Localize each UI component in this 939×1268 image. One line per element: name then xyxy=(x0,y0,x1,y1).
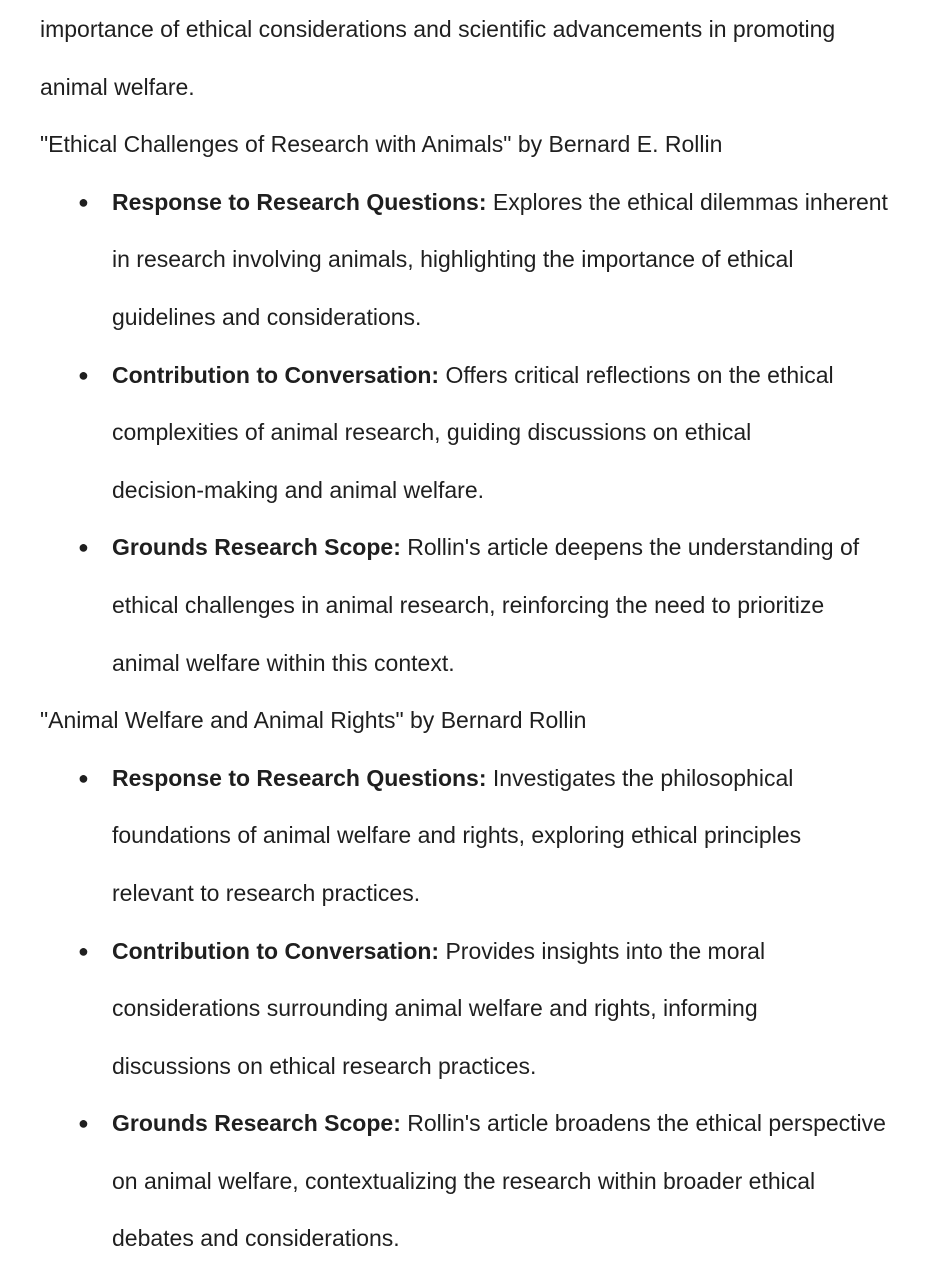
text-line: debates and considerations. xyxy=(112,1225,400,1252)
text-line: importance of ethical considerations and scientific advancements in promoting xyxy=(40,16,836,42)
bullet-icon: ● xyxy=(78,191,89,212)
text-line: animal welfare within this context. xyxy=(112,649,455,676)
bullet-icon: ● xyxy=(78,364,89,385)
bullet-first-line: Rollin's article deepens the understanding of xyxy=(400,534,860,561)
bullet-label: Grounds Research Scope: xyxy=(112,534,401,561)
text-line: in research involving animals, highlighting the importance of ethical xyxy=(112,246,794,273)
bullet-text xyxy=(112,174,920,347)
bullet-label: Response to Research Questions: xyxy=(112,188,487,215)
reference-title: "Ethical Challenges of Research with Animals" by Bernard E. Rollin xyxy=(40,131,723,158)
text-line: animal welfare. xyxy=(40,73,195,100)
text-line: foundations of animal welfare and rights, exploring ethical principles xyxy=(112,822,802,849)
text-line: considerations surrounding animal welfare and rights, informing xyxy=(112,995,758,1022)
bullet-icon: ● xyxy=(78,537,89,558)
bullet-first-line: Rollin's article broadens the ethical perspective xyxy=(400,1110,886,1137)
text-line xyxy=(112,519,920,577)
document-body xyxy=(40,1,920,1268)
intro-paragraph xyxy=(40,1,920,116)
text-line: relevant to research practices. xyxy=(112,879,421,906)
bullet-text xyxy=(112,750,920,923)
text-line xyxy=(112,750,920,808)
list-item xyxy=(40,519,920,692)
list-item xyxy=(40,750,920,923)
bullet-first-line: Offers critical reflections on the ethical xyxy=(439,361,834,388)
text-line: discussions on ethical research practices. xyxy=(112,1052,537,1079)
text-line: ethical challenges in animal research, reinforcing the need to prioritize xyxy=(112,591,825,618)
text-line: guidelines and considerations. xyxy=(112,303,422,330)
bullet-icon: ● xyxy=(78,767,89,788)
text-line xyxy=(112,174,920,232)
list-item xyxy=(40,1095,920,1268)
list-item xyxy=(40,347,920,520)
bullet-label: Response to Research Questions: xyxy=(112,764,487,791)
bullet-list xyxy=(40,750,920,1268)
text-line xyxy=(112,1095,920,1153)
bullet-label: Grounds Research Scope: xyxy=(112,1110,401,1137)
text-line: decision-making and animal welfare. xyxy=(112,476,485,503)
bullet-icon: ● xyxy=(78,1113,89,1134)
text-line: on animal welfare, contextualizing the research within broader ethical xyxy=(112,1167,816,1194)
bullet-list xyxy=(40,174,920,692)
list-item xyxy=(40,174,920,347)
text-line: complexities of animal research, guiding discussions on ethical xyxy=(112,419,752,446)
bullet-first-line: Investigates the philosophical xyxy=(486,764,794,791)
bullet-text xyxy=(112,347,920,520)
reference-entry xyxy=(40,692,920,1268)
bullet-text xyxy=(112,1095,920,1268)
bullet-label: Contribution to Conversation: xyxy=(112,937,440,964)
reference-title: "Animal Welfare and Animal Rights" by Bernard Rollin xyxy=(40,707,587,734)
bullet-text xyxy=(112,923,920,1096)
bullet-first-line: Provides insights into the moral xyxy=(439,937,766,964)
bullet-icon: ● xyxy=(78,940,89,961)
bullet-text xyxy=(112,519,920,692)
text-line xyxy=(112,923,920,981)
reference-entry xyxy=(40,116,920,692)
bullet-first-line: Explores the ethical dilemmas inherent xyxy=(486,188,888,215)
bullet-label: Contribution to Conversation: xyxy=(112,361,440,388)
list-item xyxy=(40,923,920,1096)
text-line xyxy=(112,347,920,405)
